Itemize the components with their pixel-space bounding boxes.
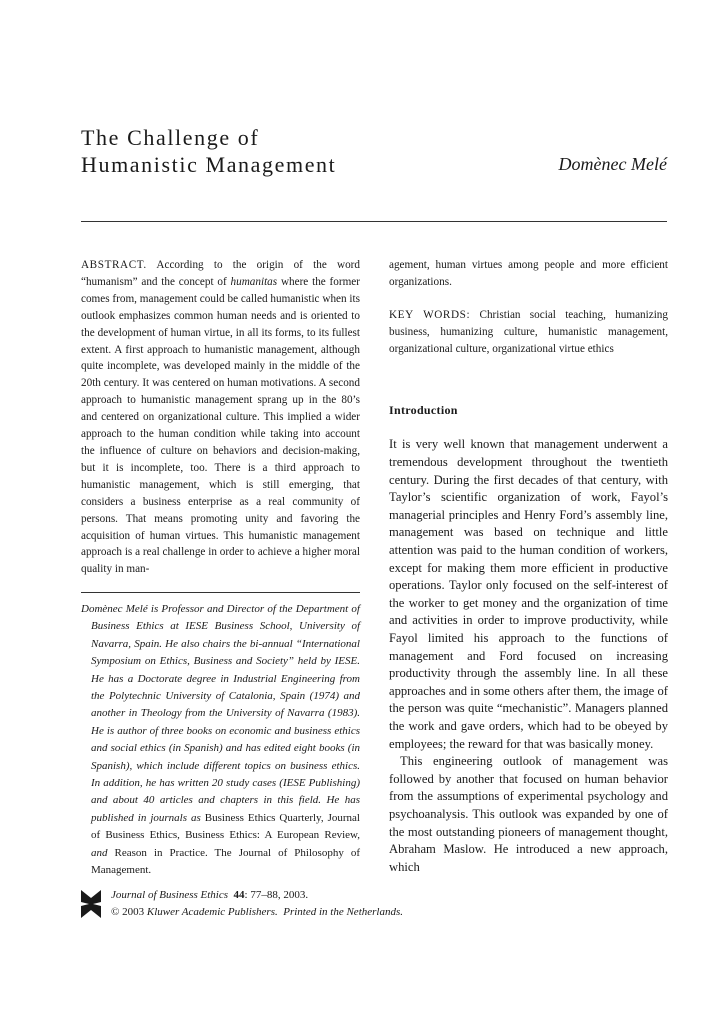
citation-line [111, 887, 403, 920]
abstract-humanitas: humanitas [230, 275, 278, 288]
journal-footer [81, 887, 461, 923]
right-column [389, 257, 668, 876]
abstract-paragraph [81, 257, 360, 578]
bio-journals-2: Reason in Practice. The Journal of Philosophy of Management. [91, 846, 361, 877]
journal-name: Journal of Business Ethics [111, 889, 229, 901]
article-title-line-2: Humanistic Management [81, 152, 337, 177]
introduction-paragraph-2: This engineering outlook of management was followed by another that focused on human behavior from the assumptions of experimental psychology and psychoanalysis. This outlook was expanded by one of the most outstanding pioneers of management thought, Abraham Maslow. He introduced a new approach, which [389, 754, 668, 874]
footnote-rule [81, 592, 360, 593]
author-name: Domènec Melé [558, 154, 667, 174]
title-block [81, 124, 667, 178]
printed-in: Printed in the Netherlands. [283, 905, 403, 918]
author-bio-footnote [81, 601, 360, 880]
bio-text: Domènec Melé is Professor and Director of the Department of Business Ethics at IESE Business School, University of Navarra, Spain. He also chairs the bi-annual “International Symposium on Ethics, Business and Society” held by IESE. He has a Doctorate degree in Industrial Engineering from the Polytechnic University of Catalonia, Spain (1974) and another in Theology from the University of Navarra (1983). He is author of three books on economic and business ethics and social ethics (in Spanish) and has edited eight books (in Spanish), which include different topics on business ethics. In addition, he has written 20 study cases (IESE Publishing) and about 40 articles and chapters in this field. He has published in journals as [81, 603, 360, 824]
introduction-body [389, 436, 668, 876]
abstract-text-a: According to the origin of the word “humanism” and the concept of [81, 259, 360, 288]
title-rule [81, 221, 667, 222]
publisher-name: Kluwer Academic Publishers. [146, 905, 278, 918]
journal-volume: 44 [233, 889, 245, 901]
article-title-line-1: The Challenge of [81, 125, 260, 150]
introduction-heading: Introduction [389, 402, 458, 417]
keywords-text: Christian social teaching, humanizing business, humanizing culture, humanistic management, organizational culture, organizational virtue ethics [389, 308, 668, 355]
bio-journals-1: Business Ethics Quarterly, Journal of Business Ethics, Business Ethics: A European Review, [91, 811, 360, 842]
abstract-text-b: where the former comes from, management could be called humanistic when its outlook emphasizes common human needs and is oriented to the development of human virtue, in all its forms, to its fullest extent. A first approach to humanistic management, although quite incomplete, was developed mainly in the middle of the 20th century. It was centered on human motivations. A second approach to humanistic management sprang up in the 80’s and centered on organizational culture. This implied a wider approach to the human condition while taking into account the influence of culture on behaviors and decision-making, but it is incomplete, too. There is a third approach to humanistic management, which is still emerging, that considers a business enterprise as a real community of persons. That means promoting unity and favoring the acquisition of human virtues. This humanistic management approach is a real challenge in order to achieve a higher moral quality in man- [81, 275, 360, 576]
abstract-label: ABSTRACT. [81, 259, 147, 271]
author-bio-paragraph [81, 601, 360, 880]
abstract-column [81, 257, 360, 578]
copyright-notice: © 2003 [111, 905, 145, 918]
kluwer-logo-icon [81, 890, 101, 918]
keywords-label: KEY WORDS: [389, 308, 471, 321]
introduction-paragraph-1: It is very well known that management underwent a tremendous development throughout the twentieth century. During the first decades of that century, with Taylor’s scientific organization of work, Fayol’s managerial principles and Henry Ford’s assembly line, management was based on technique and little attention was paid to the human condition of workers, except for making them more efficient in productive operations. Taylor only focused on the self-interest of the worker to get money and the organization of time and activities in order to improve productivity, while Fayol limited his approach to the functions of management and Ford focused on increasing productivity through the assembly line. In all these approaches and in some others after them, the image of the person was quite “mechanistic”. Managers planned the work and gave orders, which had to be obeyed by employees; the reward for that was basically money. [389, 437, 668, 751]
keywords-paragraph [389, 307, 668, 358]
bio-and: and [91, 846, 115, 859]
journal-pages: : 77–88, 2003. [244, 889, 309, 901]
abstract-continuation: agement, human virtues among people and more efficient organizations. [389, 259, 668, 288]
